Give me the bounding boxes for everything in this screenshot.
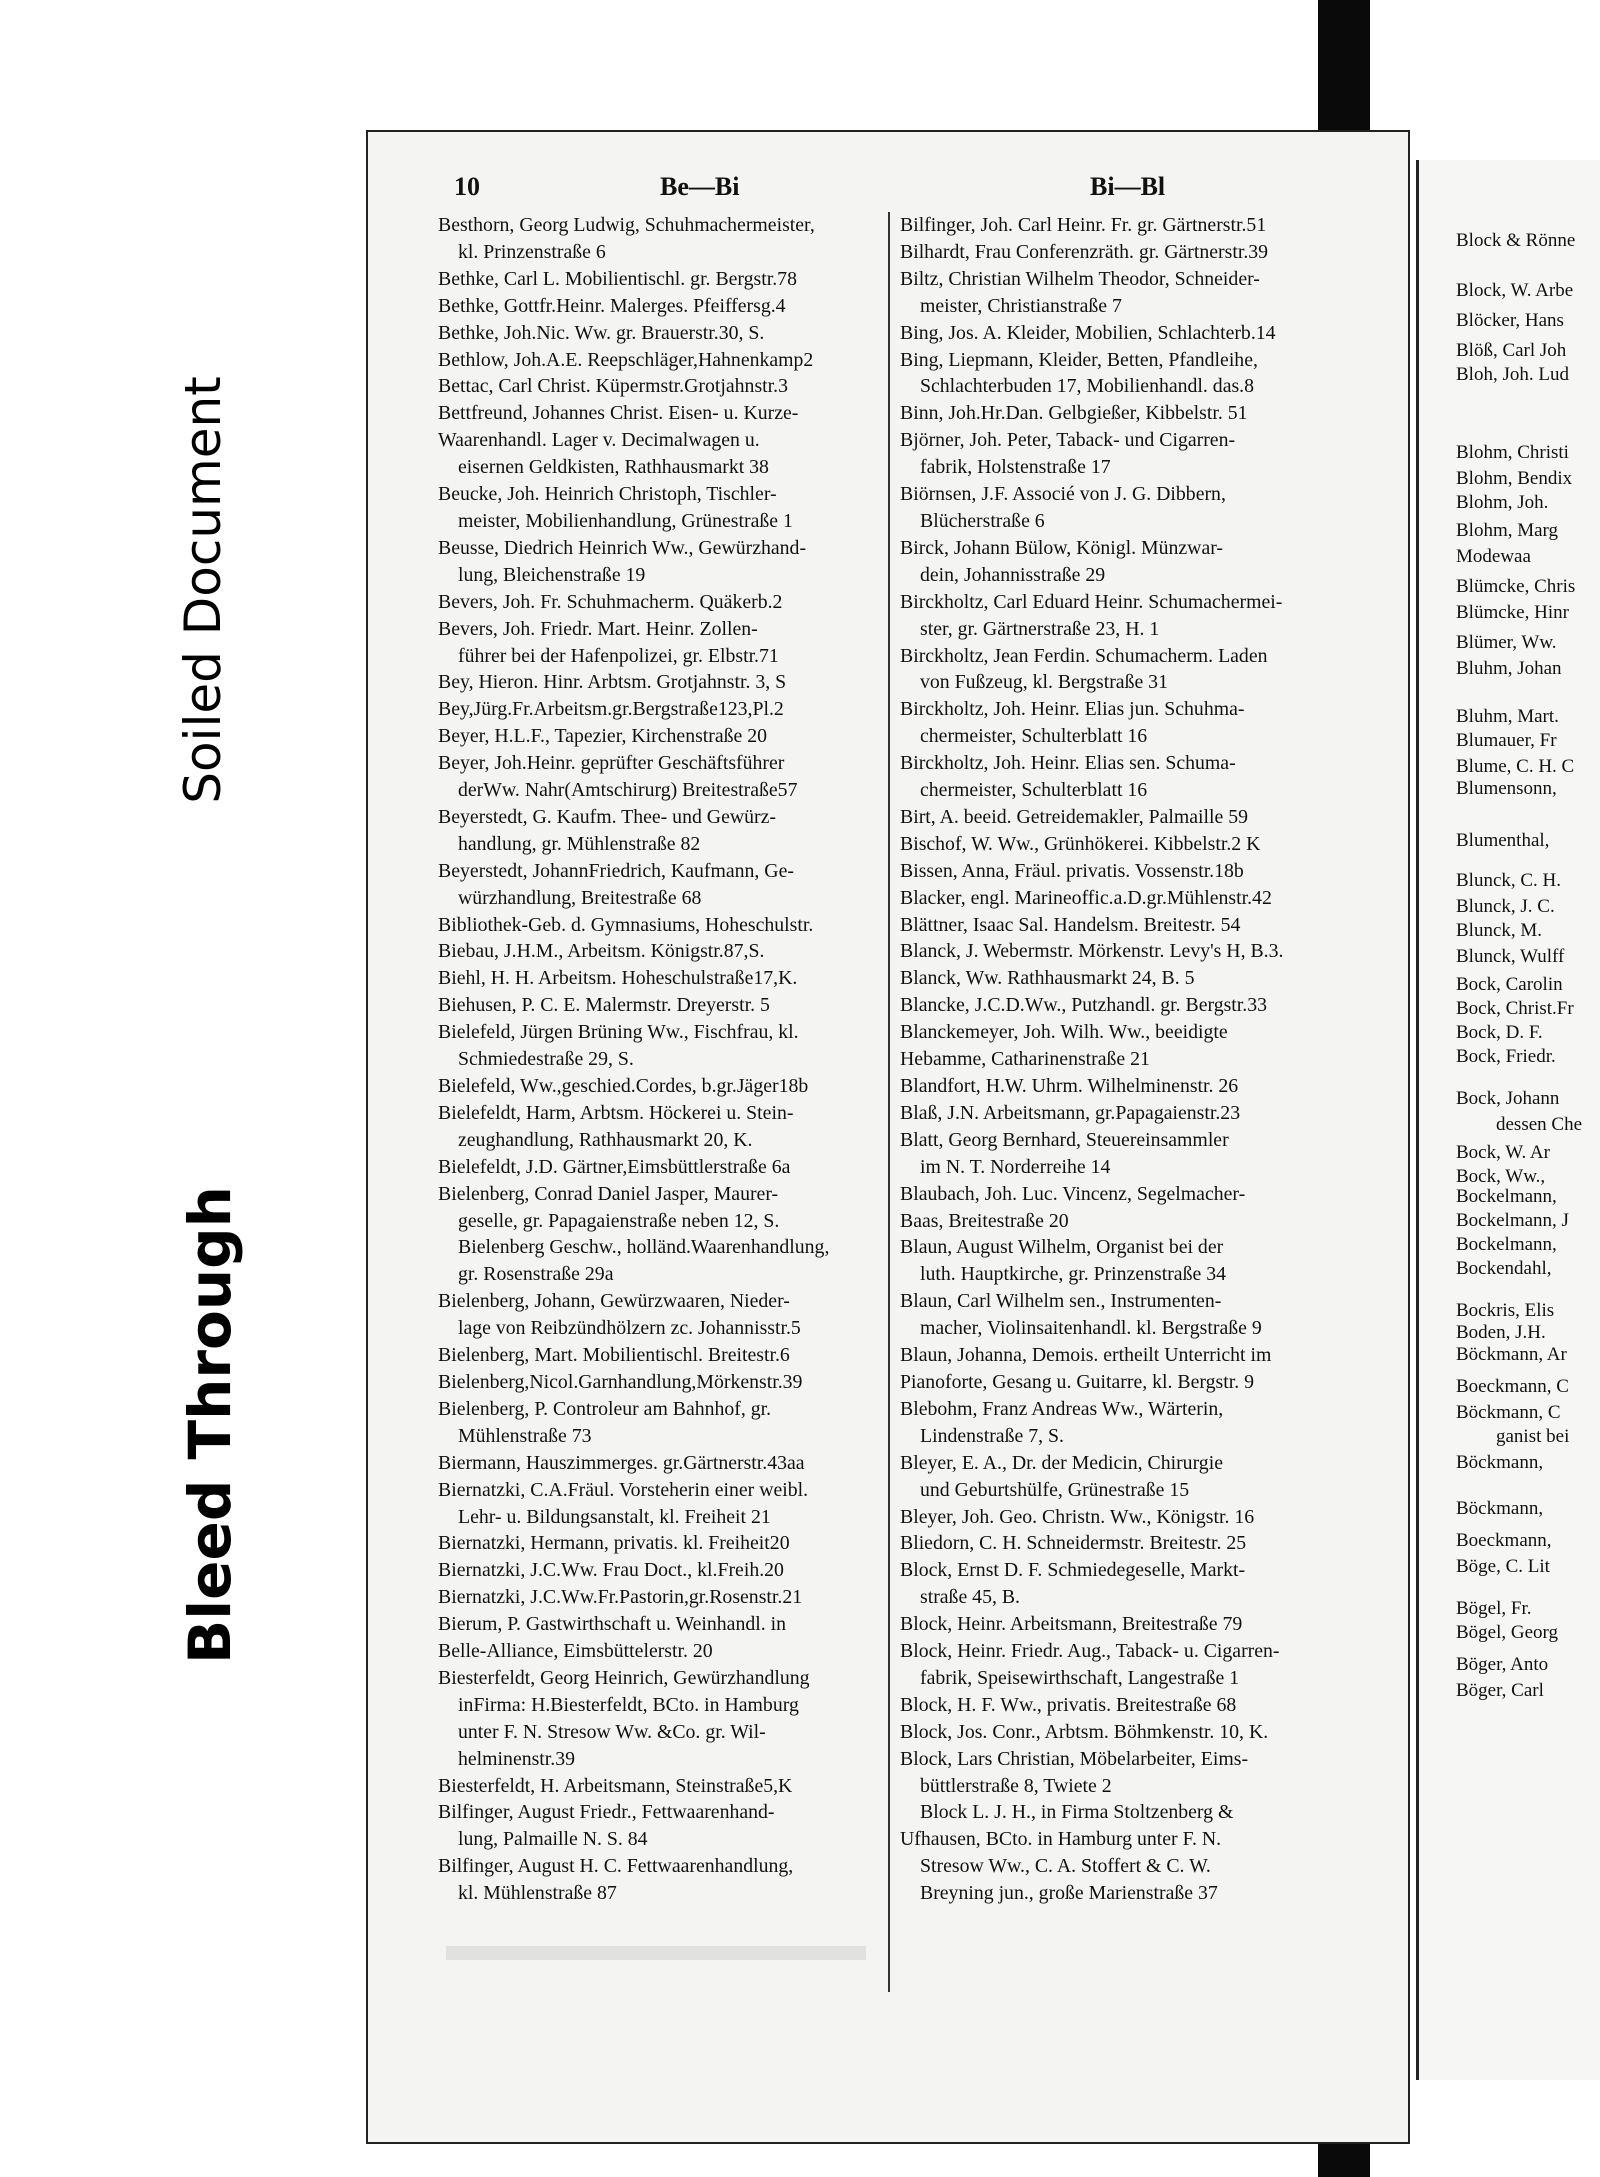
directory-line: derWw. Nahr(Amtschirurg) Breitestraße57 — [458, 779, 798, 802]
next-page-line: Blumensonn, — [1456, 778, 1557, 799]
directory-line: ster, gr. Gärtnerstraße 23, H. 1 — [920, 617, 1160, 640]
directory-line: Blacker, engl. Marineoffic.a.D.gr.Mühlenstr.42 — [900, 886, 1272, 909]
next-page-line: Blümcke, Chris — [1456, 576, 1576, 597]
directory-line: Bettfreund, Johannes Christ. Eisen- u. Kurze- — [438, 402, 799, 425]
next-page-line: Blume, C. H. C — [1456, 756, 1575, 777]
directory-line: Blaß, J.N. Arbeitsmann, gr.Papagaienstr.23 — [900, 1101, 1241, 1124]
bleed-through-label — [160, 1135, 260, 1715]
directory-line: Biltz, Christian Wilhelm Theodor, Schneider- — [900, 267, 1260, 290]
directory-line: Block, Jos. Conr., Arbtsm. Böhmkenstr. 10, K. — [900, 1720, 1269, 1743]
directory-line: Birckholtz, Joh. Heinr. Elias jun. Schuhma- — [900, 698, 1245, 721]
directory-line: Biehl, H. H. Arbeitsm. Hoheschulstraße17,K. — [438, 967, 798, 990]
next-page-line: Bock, W. Ar — [1456, 1142, 1550, 1163]
next-page-line: Bockendahl, — [1456, 1258, 1552, 1279]
next-page-line: Blöcker, Hans — [1456, 310, 1564, 331]
next-page-line: Böckmann, C — [1456, 1402, 1561, 1423]
directory-line: Bissen, Anna, Fräul. privatis. Vossenstr.18b — [900, 859, 1244, 882]
next-page-line: Bögel, Georg — [1456, 1622, 1559, 1643]
directory-line: handlung, gr. Mühlenstraße 82 — [458, 832, 701, 855]
next-page-line: Modewaa — [1456, 546, 1531, 567]
directory-line: Biesterfeldt, Georg Heinrich, Gewürzhandlung — [438, 1666, 810, 1689]
directory-line: Bevers, Joh. Fr. Schuhmacherm. Quäkerb.2 — [438, 590, 783, 613]
next-page-line: Blunck, M. — [1456, 920, 1543, 941]
directory-line: Bing, Jos. A. Kleider, Mobilien, Schlachterb.14 — [900, 321, 1276, 344]
next-page-line: Blohm, Joh. — [1456, 492, 1549, 513]
directory-line: fabrik, Speisewirthschaft, Langestraße 1 — [920, 1666, 1240, 1689]
directory-line: lung, Bleichenstraße 19 — [458, 563, 646, 586]
directory-line: Besthorn, Georg Ludwig, Schuhmachermeister, — [438, 214, 815, 236]
directory-line: Block, Heinr. Arbeitsmann, Breitestraße 79 — [900, 1613, 1243, 1636]
next-page-line: Böger, Carl — [1456, 1680, 1544, 1701]
directory-line: Blanckemeyer, Joh. Wilh. Ww., beeidigte — [900, 1021, 1228, 1044]
next-page-line: Blohm, Christi — [1456, 442, 1569, 463]
directory-line: Biernatzki, C.A.Fräul. Vorsteherin einer weibl. — [438, 1478, 809, 1501]
next-page-line: Blümer, Ww. — [1456, 632, 1557, 653]
directory-line: Bey,Jürg.Fr.Arbeitsm.gr.Bergstraße123,Pl.2 — [438, 698, 784, 721]
next-page-line: Blumenthal, — [1456, 830, 1550, 851]
bleed-label-text: Bleed Through — [176, 1186, 245, 1664]
directory-line: Lehr- u. Bildungsanstalt, kl. Freiheit 21 — [458, 1505, 771, 1528]
directory-column-next-page — [1456, 230, 1600, 1730]
directory-line: Bielenberg, Johann, Gewürzwaaren, Nieder- — [438, 1290, 790, 1313]
directory-line: Bielefeld, Ww.,geschied.Cordes, b.gr.Jäger18b — [438, 1075, 809, 1097]
directory-line: Bleyer, Joh. Geo. Christn. Ww., Königstr. 16 — [900, 1505, 1255, 1528]
directory-line: Blandfort, H.W. Uhrm. Wilhelminenstr. 26 — [900, 1075, 1239, 1097]
directory-line: führer bei der Hafenpolizei, gr. Elbstr.71 — [458, 644, 779, 667]
soiled-document-label — [160, 270, 246, 910]
directory-line: Beyer, Joh.Heinr. geprüfter Geschäftsführer — [438, 752, 785, 775]
next-page-line: Bock, Ww., — [1456, 1166, 1546, 1187]
directory-line: Beusse, Diedrich Heinrich Ww., Gewürzhand- — [438, 536, 807, 559]
next-page-line: Boden, J.H. — [1456, 1322, 1546, 1343]
directory-line: Biernatzki, J.C.Ww.Fr.Pastorin,gr.Rosenstr.21 — [438, 1586, 803, 1609]
next-page-line: Bloh, Joh. Lud — [1456, 364, 1569, 385]
directory-line: chermeister, Schulterblatt 16 — [920, 779, 1148, 802]
directory-line: zeughandlung, Rathhausmarkt 20, K. — [458, 1128, 753, 1151]
next-page-line: Bögel, Fr. — [1456, 1598, 1532, 1619]
directory-line: kl. Prinzenstraße 6 — [458, 240, 606, 263]
next-page-line: Böge, C. Lit — [1456, 1556, 1550, 1577]
directory-column-right — [900, 212, 1360, 1907]
directory-line: eisernen Geldkisten, Rathhausmarkt 38 — [458, 456, 769, 479]
next-page-line: Böckmann, — [1456, 1452, 1544, 1473]
directory-line: Ufhausen, BCto. in Hamburg unter F. N. — [900, 1828, 1222, 1851]
directory-line: Bielefeldt, Harm, Arbtsm. Höckerei u. Stein- — [438, 1101, 794, 1124]
next-page-line: Blümcke, Hinr — [1456, 602, 1569, 623]
directory-line: Stresow Ww., C. A. Stoffert & C. W. — [920, 1855, 1211, 1878]
next-page-line: Bockris, Elis — [1456, 1300, 1555, 1321]
directory-line: Beyerstedt, G. Kaufm. Thee- und Gewürz- — [438, 805, 777, 828]
directory-line: Bethlow, Joh.A.E. Reepschläger,Hahnenkamp2 — [438, 348, 814, 371]
directory-line: Block, H. F. Ww., privatis. Breitestraße 68 — [900, 1693, 1237, 1716]
directory-line: Block, Lars Christian, Möbelarbeiter, Eims- — [900, 1747, 1249, 1770]
directory-line: Bleyer, E. A., Dr. der Medicin, Chirurgie — [900, 1451, 1223, 1474]
directory-line: Biernatzki, Hermann, privatis. kl. Freiheit20 — [438, 1532, 790, 1555]
directory-line: Blaun, August Wilhelm, Organist bei der — [900, 1236, 1224, 1259]
directory-line: straße 45, B. — [920, 1586, 1020, 1609]
directory-line: Björner, Joh. Peter, Taback- und Cigarren- — [900, 429, 1236, 452]
directory-line: Bethke, Joh.Nic. Ww. gr. Brauerstr.30, S. — [438, 321, 765, 344]
directory-line: Bilfinger, Joh. Carl Heinr. Fr. gr. Gärtnerstr.51 — [900, 214, 1267, 236]
directory-line: Blaun, Carl Wilhelm sen., Instrumenten- — [900, 1290, 1222, 1313]
directory-line: Bielefeldt, J.D. Gärtner,Eimsbüttlerstraße 6a — [438, 1155, 791, 1178]
directory-column-left — [438, 212, 878, 1907]
directory-line: Beyerstedt, JohannFriedrich, Kaufmann, Ge- — [438, 859, 794, 882]
directory-line: Bielenberg, P. Controleur am Bahnhof, gr. — [438, 1397, 772, 1420]
directory-line: gr. Rosenstraße 29a — [458, 1263, 614, 1286]
directory-line: Birt, A. beeid. Getreidemakler, Palmaille 59 — [900, 805, 1249, 828]
directory-line: Block, Ernst D. F. Schmiedegeselle, Markt- — [900, 1559, 1246, 1582]
left-running-head: Be—Bi — [660, 172, 740, 201]
directory-line: Birckholtz, Carl Eduard Heinr. Schumachermei- — [900, 590, 1283, 613]
column-divider — [888, 212, 890, 1992]
next-page-line: Bock, Johann — [1456, 1088, 1560, 1109]
directory-line: Biermann, Hauszimmerges. gr.Gärtnerstr.43aa — [438, 1451, 805, 1474]
directory-line: dein, Johannisstraße 29 — [920, 563, 1106, 586]
directory-line: chermeister, Schulterblatt 16 — [920, 725, 1148, 748]
directory-line: Bettac, Carl Christ. Küpermstr.Grotjahnstr.3 — [438, 375, 788, 398]
directory-line: Biesterfeldt, H. Arbeitsmann, Steinstraße5,K — [438, 1774, 793, 1797]
directory-line: lage von Reibzündhölzern zc. Johannisstr.5 — [458, 1317, 801, 1340]
directory-line: Schlachterbuden 17, Mobilienhandl. das.8 — [920, 375, 1255, 398]
next-page-line: Bock, Carolin — [1456, 974, 1563, 995]
directory-line: Block L. J. H., in Firma Stoltzenberg & — [920, 1801, 1234, 1824]
directory-line: und Geburtshülfe, Grünestraße 15 — [920, 1478, 1190, 1501]
directory-line: Binn, Joh.Hr.Dan. Gelbgießer, Kibbelstr. 51 — [900, 402, 1248, 425]
soiled-label-text: Soiled Document — [174, 376, 233, 804]
directory-line: geselle, gr. Papagaienstraße neben 12, S. — [458, 1209, 780, 1232]
directory-line: Blebohm, Franz Andreas Ww., Wärterin, — [900, 1397, 1224, 1420]
directory-line: Bilfinger, August H. C. Fettwaarenhandlung, — [438, 1855, 794, 1878]
directory-line: Blaubach, Joh. Luc. Vincenz, Segelmacher- — [900, 1182, 1246, 1205]
bleed-smudge — [446, 1946, 866, 1960]
next-page-line: Blunck, Wulff — [1456, 946, 1565, 967]
directory-line: Blaun, Johanna, Demois. ertheilt Unterricht im — [900, 1344, 1272, 1367]
directory-line: macher, Violinsaitenhandl. kl. Bergstraße 9 — [920, 1317, 1262, 1340]
directory-line: Biebau, J.H.M., Arbeitsm. Königstr.87,S. — [438, 940, 765, 963]
page-number: 10 — [454, 172, 480, 201]
next-page-line: Blohm, Bendix — [1456, 468, 1573, 489]
directory-line: Lindenstraße 7, S. — [920, 1424, 1064, 1447]
directory-line: Biernatzki, J.C.Ww. Frau Doct., kl.Freih.20 — [438, 1559, 784, 1582]
directory-line: luth. Hauptkirche, gr. Prinzenstraße 34 — [920, 1263, 1226, 1286]
next-page-line: Boeckmann, — [1456, 1530, 1552, 1551]
next-page-line: Blohm, Marg — [1456, 520, 1559, 541]
next-page-line: Bock, Christ.Fr — [1456, 998, 1574, 1019]
next-page-line: Block, W. Arbe — [1456, 280, 1574, 301]
directory-line: fabrik, Holstenstraße 17 — [920, 456, 1111, 479]
directory-line: Bielefeld, Jürgen Brüning Ww., Fischfrau, kl. — [438, 1021, 799, 1044]
directory-line: unter F. N. Stresow Ww. &Co. gr. Wil- — [458, 1720, 766, 1743]
directory-line: Bielenberg Geschw., holländ.Waarenhandlung, — [458, 1236, 830, 1259]
next-page-line: Blöß, Carl Joh — [1456, 340, 1567, 361]
next-page-line: Bluhm, Mart. — [1456, 706, 1559, 727]
directory-line: Bilhardt, Frau Conferenzräth. gr. Gärtnerstr.39 — [900, 240, 1269, 263]
next-page-line: dessen Che — [1496, 1114, 1583, 1135]
next-page-line: Boeckmann, C — [1456, 1376, 1569, 1397]
next-page-line: Block & Rönne — [1456, 230, 1576, 251]
directory-line: Bevers, Joh. Friedr. Mart. Heinr. Zollen- — [438, 617, 758, 640]
directory-line: Block, Heinr. Friedr. Aug., Taback- u. Cigarren- — [900, 1640, 1280, 1663]
directory-line: Bibliothek-Geb. d. Gymnasiums, Hoheschulstr. — [438, 913, 814, 936]
directory-line: Blanck, J. Webermstr. Mörkenstr. Levy's H, B.3. — [900, 940, 1284, 963]
directory-line: Birckholtz, Joh. Heinr. Elias sen. Schuma- — [900, 752, 1236, 775]
directory-line: Bielenberg, Conrad Daniel Jasper, Maurer- — [438, 1182, 779, 1205]
directory-line: im N. T. Norderreihe 14 — [920, 1155, 1111, 1178]
directory-line: Waarenhandl. Lager v. Decimalwagen u. — [438, 429, 760, 452]
next-page-line: Blunck, C. H. — [1456, 870, 1562, 891]
next-page-line: Böger, Anto — [1456, 1654, 1549, 1675]
directory-line: Bilfinger, August Friedr., Fettwaarenhand- — [438, 1801, 775, 1824]
directory-line: Biörnsen, J.F. Associé von J. G. Dibbern, — [900, 483, 1226, 506]
directory-line: kl. Mühlenstraße 87 — [458, 1882, 617, 1905]
directory-line: Blancke, J.C.D.Ww., Putzhandl. gr. Bergstr.33 — [900, 994, 1268, 1017]
directory-line: Blatt, Georg Bernhard, Steuereinsammler — [900, 1128, 1229, 1151]
next-page-line: Bock, Friedr. — [1456, 1046, 1556, 1067]
directory-line: Baas, Breitestraße 20 — [900, 1209, 1069, 1232]
directory-line: Bing, Liepmann, Kleider, Betten, Pfandleihe, — [900, 348, 1258, 371]
directory-line: Bierum, P. Gastwirthschaft u. Weinhandl. in — [438, 1613, 787, 1636]
next-page-line: Bluhm, Johan — [1456, 658, 1562, 679]
next-page-line: Bock, D. F. — [1456, 1022, 1543, 1043]
directory-line: Blättner, Isaac Sal. Handelsm. Breitestr. 54 — [900, 913, 1241, 936]
directory-line: büttlerstraße 8, Twiete 2 — [920, 1774, 1112, 1797]
directory-line: Pianoforte, Gesang u. Guitarre, kl. Bergstr. 9 — [900, 1370, 1254, 1393]
directory-line: Breyning jun., große Marienstraße 37 — [920, 1882, 1218, 1905]
directory-line: meister, Mobilienhandlung, Grünestraße 1 — [458, 509, 793, 532]
directory-line: Bliedorn, C. H. Schneidermstr. Breitestr. 25 — [900, 1532, 1247, 1555]
next-page-line: Blumauer, Fr — [1456, 730, 1557, 751]
next-page-line: Böckmann, — [1456, 1498, 1544, 1519]
next-page-line: Bockelmann, — [1456, 1234, 1557, 1255]
directory-line: Bethke, Carl L. Mobilientischl. gr. Bergstr.78 — [438, 267, 797, 290]
next-page-line: Böckmann, Ar — [1456, 1344, 1567, 1365]
next-page-line: Blunck, J. C. — [1456, 896, 1555, 917]
directory-line: Birck, Johann Bülow, Königl. Münzwar- — [900, 536, 1224, 559]
right-running-head: Bi—Bl — [1090, 172, 1166, 201]
directory-line: würzhandlung, Breitestraße 68 — [458, 886, 702, 909]
directory-line: Bielenberg, Mart. Mobilientischl. Breitestr.6 — [438, 1344, 790, 1367]
directory-line: Belle-Alliance, Eimsbüttelerstr. 20 — [438, 1640, 713, 1663]
directory-line: inFirma: H.Biesterfeldt, BCto. in Hamburg — [458, 1693, 799, 1716]
directory-line: Birckholtz, Jean Ferdin. Schumacherm. Laden — [900, 644, 1268, 667]
directory-line: Beucke, Joh. Heinrich Christoph, Tischler- — [438, 483, 777, 506]
directory-line: meister, Christianstraße 7 — [920, 294, 1122, 317]
directory-line: Mühlenstraße 73 — [458, 1424, 592, 1447]
directory-line: von Fußzeug, kl. Bergstraße 31 — [920, 671, 1168, 694]
next-page-line: Bockelmann, — [1456, 1186, 1557, 1207]
directory-line: Biehusen, P. C. E. Malermstr. Dreyerstr. 5 — [438, 994, 770, 1017]
directory-line: Beyer, H.L.F., Tapezier, Kirchenstraße 20 — [438, 725, 768, 748]
directory-line: Bischof, W. Ww., Grünhökerei. Kibbelstr.2 K — [900, 832, 1261, 855]
next-page-line: ganist bei — [1496, 1426, 1570, 1447]
directory-line: Schmiedestraße 29, S. — [458, 1048, 634, 1071]
next-page-line: Bockelmann, J — [1456, 1210, 1569, 1231]
directory-line: Bielenberg,Nicol.Garnhandlung,Mörkenstr.39 — [438, 1370, 803, 1393]
directory-line: Blanck, Ww. Rathhausmarkt 24, B. 5 — [900, 967, 1195, 990]
directory-line: helminenstr.39 — [458, 1747, 576, 1770]
directory-line: Hebamme, Catharinenstraße 21 — [900, 1048, 1150, 1071]
directory-line: Bethke, Gottfr.Heinr. Malerges. Pfeiffersg.4 — [438, 294, 786, 317]
directory-line: Bey, Hieron. Hinr. Arbtsm. Grotjahnstr. 3, S — [438, 671, 787, 694]
directory-line: lung, Palmaille N. S. 84 — [458, 1828, 648, 1851]
directory-line: Blücherstraße 6 — [920, 509, 1045, 532]
